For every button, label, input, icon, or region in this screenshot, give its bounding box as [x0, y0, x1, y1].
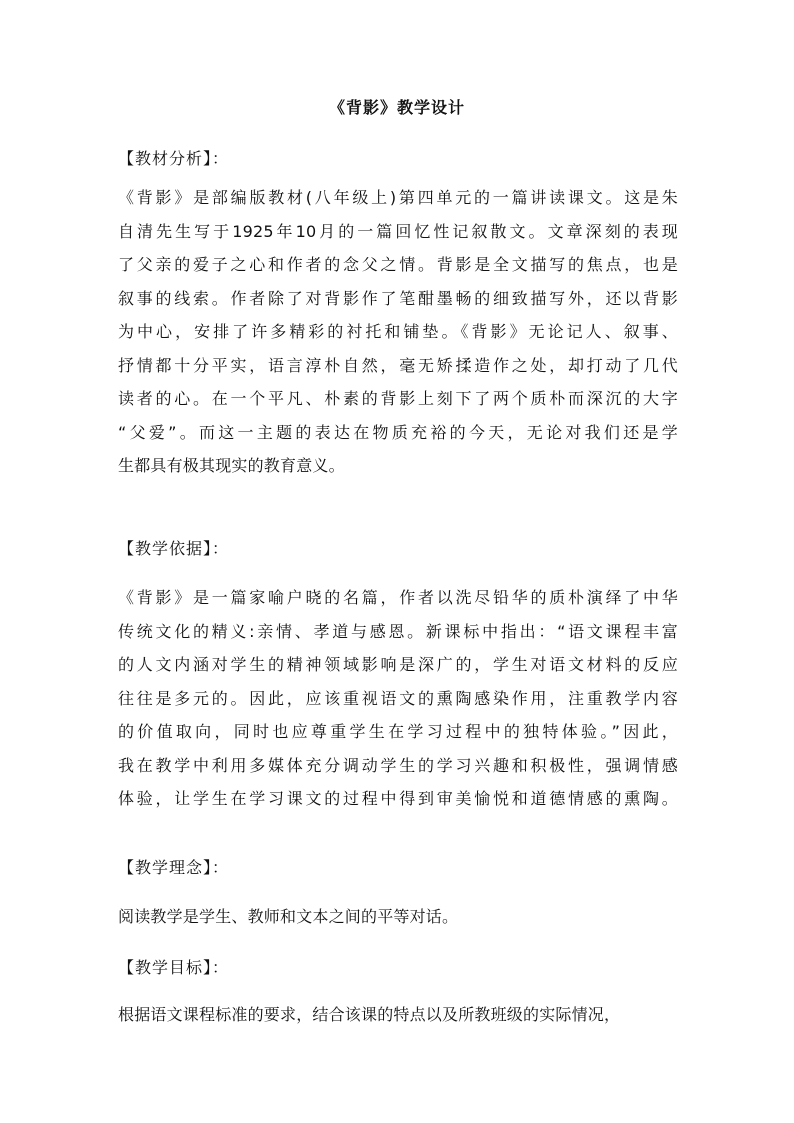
text-line: 了父亲的爱子之心和作者的念父之情。背影是全文描写的焦点，也是	[118, 255, 678, 274]
document-title: 《背影》教学设计	[328, 98, 465, 117]
paragraph-textbook-analysis	[118, 181, 678, 483]
text-line: 自清先生写于1925年10月的一篇回忆性记叙散文。文章深刻的表现	[118, 221, 678, 241]
text-line: 阅读教学是学生、教师和文本之间的平等对话。	[118, 907, 459, 926]
text-line: 根据语文课程标准的要求，结合该课的特点以及所教班级的实际情况，	[118, 1005, 621, 1024]
text-line: 我在教学中利用多媒体充分调动学生的学习兴趣和积极性，强调情感	[118, 755, 678, 775]
text-line: 叙事的线索。作者除了对背影作了笔酣墨畅的细致描写外，还以背影	[118, 288, 678, 308]
section-heading-textbook-analysis: 【教材分析】：	[118, 149, 230, 168]
paragraph-teaching-objectives	[118, 998, 678, 1032]
paragraph-teaching-basis	[118, 581, 678, 816]
text-line: 生都具有极其现实的教育意义。	[118, 456, 345, 475]
text-line: 抒情都十分平实，语言淳朴自然，毫无矫揉造作之处，却打动了几代	[118, 355, 678, 375]
text-line: 《背影》是部编版教材(八年级上)第四单元的一篇讲读课文。这是朱	[118, 188, 678, 207]
paragraph-teaching-philosophy	[118, 900, 678, 934]
section-heading-teaching-objectives: 【教学目标】：	[118, 958, 230, 977]
text-line: 《背影》是一篇家喻户晓的名篇，作者以洗尽铅华的质朴演绎了中华	[118, 588, 678, 607]
text-line: “父爱”。而这一主题的表达在物质充裕的今天，无论对我们还是学	[118, 422, 678, 442]
text-line: 传统文化的精义:亲情、孝道与感恩。新课标中指出：“语文课程丰富	[118, 621, 678, 641]
text-line: 体验，让学生在学习课文的过程中得到审美愉悦和道德情感的熏陶。	[118, 789, 678, 808]
section-heading-teaching-philosophy: 【教学理念】：	[118, 858, 230, 877]
text-line: 的人文内涵对学生的精神领域影响是深广的，学生对语文材料的反应	[118, 655, 678, 674]
section-heading-teaching-basis: 【教学依据】：	[118, 539, 230, 558]
text-line: 为中心，安排了许多精彩的衬托和铺垫。《背影》无论记人、叙事、	[118, 322, 678, 341]
text-line: 读者的心。在一个平凡、朴素的背影上刻下了两个质朴而深沉的大字	[118, 389, 678, 408]
text-line: 往往是多元的。因此，应该重视语文的熏陶感染作用，注重教学内容	[118, 688, 678, 708]
text-line: 的价值取向，同时也应尊重学生在学习过程中的独特体验。”因此，	[118, 722, 678, 741]
